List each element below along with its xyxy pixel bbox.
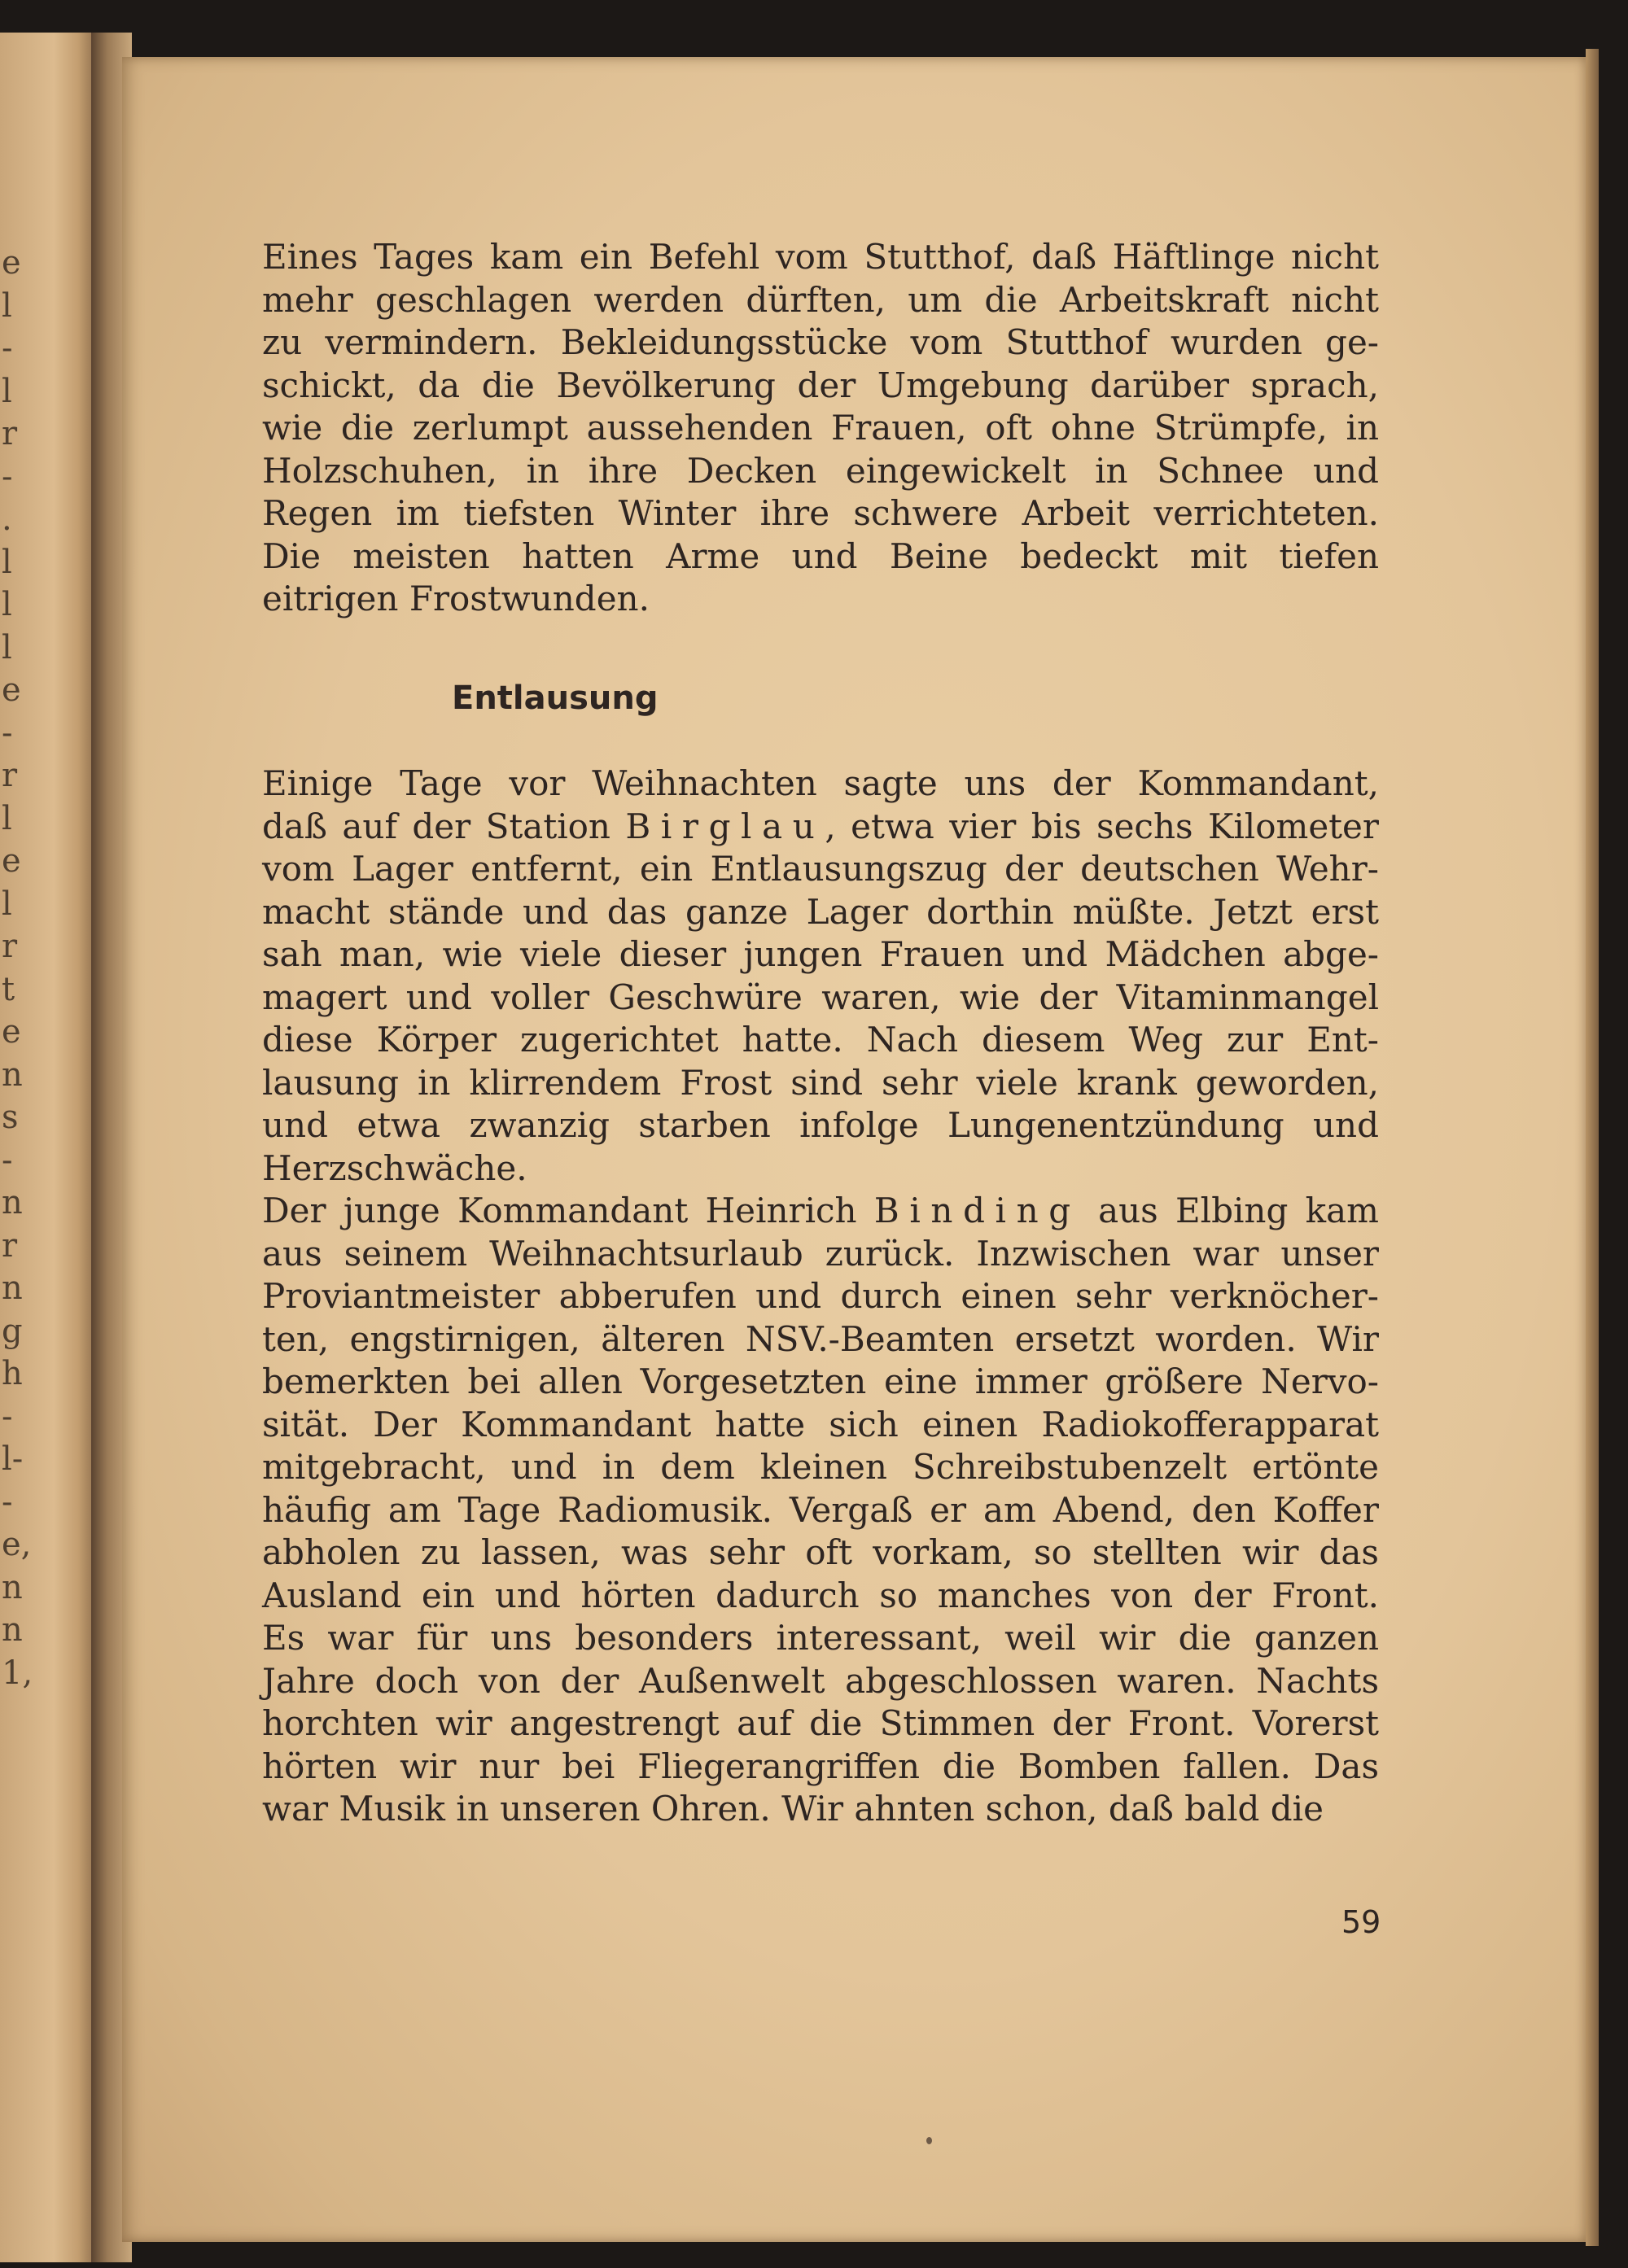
text-line: lausung in klirrendem Frost sind sehr viele krank geworden, xyxy=(262,1062,1379,1103)
text-line: Herzschwäche. xyxy=(262,1147,527,1188)
left-page-fragment: e xyxy=(2,671,21,709)
left-page-fragment: l xyxy=(2,628,12,666)
left-page-fragment: l xyxy=(2,372,12,410)
text-line: Einige Tage vor Weihnachten sagte uns der Kommandant, xyxy=(262,763,1379,803)
text-line: horchten wir angestrengt auf die Stimmen der Front. Vorerst xyxy=(262,1703,1379,1743)
left-page-fragment: l xyxy=(2,586,12,623)
left-page-fragment: l xyxy=(2,543,12,581)
left-page-fragment: n xyxy=(2,1269,23,1307)
text-line: magert und voller Geschwüre waren, wie der Vitaminmangel xyxy=(262,977,1379,1017)
text-fragment: aus Elbing kam xyxy=(1098,1191,1379,1230)
left-page-fragment: l xyxy=(2,799,12,837)
text-line: sah man, wie viele dieser jungen Frauen und Mädchen abge- xyxy=(262,934,1379,974)
left-page-edge xyxy=(0,33,98,2262)
text-line: Es war für uns besonders interessant, weil wir die ganzen xyxy=(262,1618,1379,1658)
text-line: schickt, da die Bevölkerung der Umgebung darüber sprach, xyxy=(262,365,1379,405)
text-line: mehr geschlagen werden dürften, um die Arbeitskraft nicht xyxy=(262,279,1379,320)
text-line: Jahre doch von der Außenwelt abgeschlossen waren. Nachts xyxy=(262,1660,1379,1701)
text-fragment: , etwa vier bis sechs Kilometer xyxy=(825,806,1379,846)
left-page-fragment: r xyxy=(2,757,18,794)
left-page-fragment: e xyxy=(2,244,21,282)
text-line: ten, engstirnigen, älteren NSV.-Beamten ersetzt worden. Wir xyxy=(262,1318,1379,1359)
left-page-fragment: g xyxy=(2,1312,23,1350)
paragraph-1 xyxy=(262,236,1379,621)
left-page-fragment: - xyxy=(2,457,13,496)
left-page-fragment: r xyxy=(2,1226,18,1265)
person-name: Binding xyxy=(873,1191,1081,1230)
text-line: Proviantmeister abberufen und durch einen sehr verknöcher- xyxy=(262,1276,1379,1316)
left-page-fragment: e, xyxy=(2,1526,32,1563)
section-heading: Entlausung xyxy=(452,680,659,717)
left-page-fragment: - xyxy=(2,714,13,752)
place-name: Birglau xyxy=(625,806,825,846)
text-line: macht stände und das ganze Lager dorthin müßte. Jetzt erst xyxy=(262,891,1379,932)
text-line: war Musik in unseren Ohren. Wir ahnten schon, daß bald die xyxy=(262,1789,1324,1829)
text-line: Holzschuhen, in ihre Decken eingewickelt in Schnee und xyxy=(262,450,1379,491)
left-page-fragment: n xyxy=(2,1055,23,1094)
text-line: aus seinem Weihnachtsurlaub zurück. Inzwischen war unser xyxy=(262,1233,1379,1274)
text-line: zu vermindern. Bekleidungsstücke vom Stutthof wurden ge- xyxy=(262,322,1379,362)
left-page-fragment: e xyxy=(2,842,21,880)
text-line: mitgebracht, und in dem kleinen Schreibstubenzelt ertönte xyxy=(262,1447,1379,1487)
text-fragment: Der junge Kommandant Heinrich xyxy=(262,1191,857,1230)
left-page-fragment: l xyxy=(2,885,12,923)
text-line xyxy=(262,1190,1379,1233)
left-page-fragment: r xyxy=(2,415,18,452)
page-number: 59 xyxy=(1341,1904,1381,1940)
left-page-fragment: e xyxy=(2,1013,21,1051)
text-line: eitrigen Frostwunden. xyxy=(262,579,650,618)
paragraph-3 xyxy=(262,1190,1379,1831)
text-line: diese Körper zugerichtet hatte. Nach diesem Weg zur Ent- xyxy=(262,1020,1379,1060)
left-page-fragment: r xyxy=(2,928,18,965)
text-line: abholen zu lassen, was sehr oft vorkam, so stellten wir das xyxy=(262,1532,1379,1572)
left-page-fragment: l- xyxy=(2,1440,24,1478)
text-line: sität. Der Kommandant hatte sich einen Radiokofferapparat xyxy=(262,1404,1379,1444)
left-page-fragment: s xyxy=(2,1099,19,1136)
left-page-fragment: . xyxy=(2,500,12,538)
text-line: und etwa zwanzig starben infolge Lungenentzündung und xyxy=(262,1105,1379,1145)
left-page-fragment: t xyxy=(2,970,15,1008)
page-edge xyxy=(1586,49,1599,2246)
text-line: wie die zerlumpt aussehenden Frauen, oft ohne Strümpfe, in xyxy=(262,408,1379,448)
left-page-fragment: - xyxy=(2,1397,13,1436)
text-line: Ausland ein und hörten dadurch so manches von der Front. xyxy=(262,1575,1379,1615)
left-page-fragment: - xyxy=(2,330,13,367)
text-line: bemerkten bei allen Vorgesetzten eine immer größere Nervo- xyxy=(262,1361,1379,1401)
left-page-fragment: n xyxy=(2,1184,23,1221)
text-line: Eines Tages kam ein Befehl vom Stutthof, daß Häftlinge nicht xyxy=(262,237,1379,277)
text-line: häufig am Tage Radiomusik. Vergaß er am Abend, den Koffer xyxy=(262,1489,1379,1530)
text-line: Regen im tiefsten Winter ihre schwere Arbeit verrichteten. xyxy=(262,493,1379,533)
ink-speck xyxy=(926,2137,932,2144)
left-page-fragment: - xyxy=(2,1483,13,1521)
left-page-fragment: - xyxy=(2,1141,13,1179)
text-fragment: daß auf der Station xyxy=(262,806,610,846)
left-page-fragment: l xyxy=(2,286,12,325)
paragraph-2 xyxy=(262,763,1379,1190)
text-line xyxy=(262,806,1379,849)
text-line: hörten wir nur bei Fliegerangriffen die Bomben fallen. Das xyxy=(262,1746,1379,1786)
left-page-fragment: h xyxy=(2,1355,23,1392)
text-line: Die meisten hatten Arme und Beine bedeckt mit tiefen xyxy=(262,535,1379,576)
left-page-fragment: 1, xyxy=(2,1654,33,1692)
left-page-fragment: n xyxy=(2,1611,23,1649)
left-page-fragment: n xyxy=(2,1568,23,1606)
text-line: vom Lager entfernt, ein Entlausungszug der deutschen Wehr- xyxy=(262,849,1379,889)
